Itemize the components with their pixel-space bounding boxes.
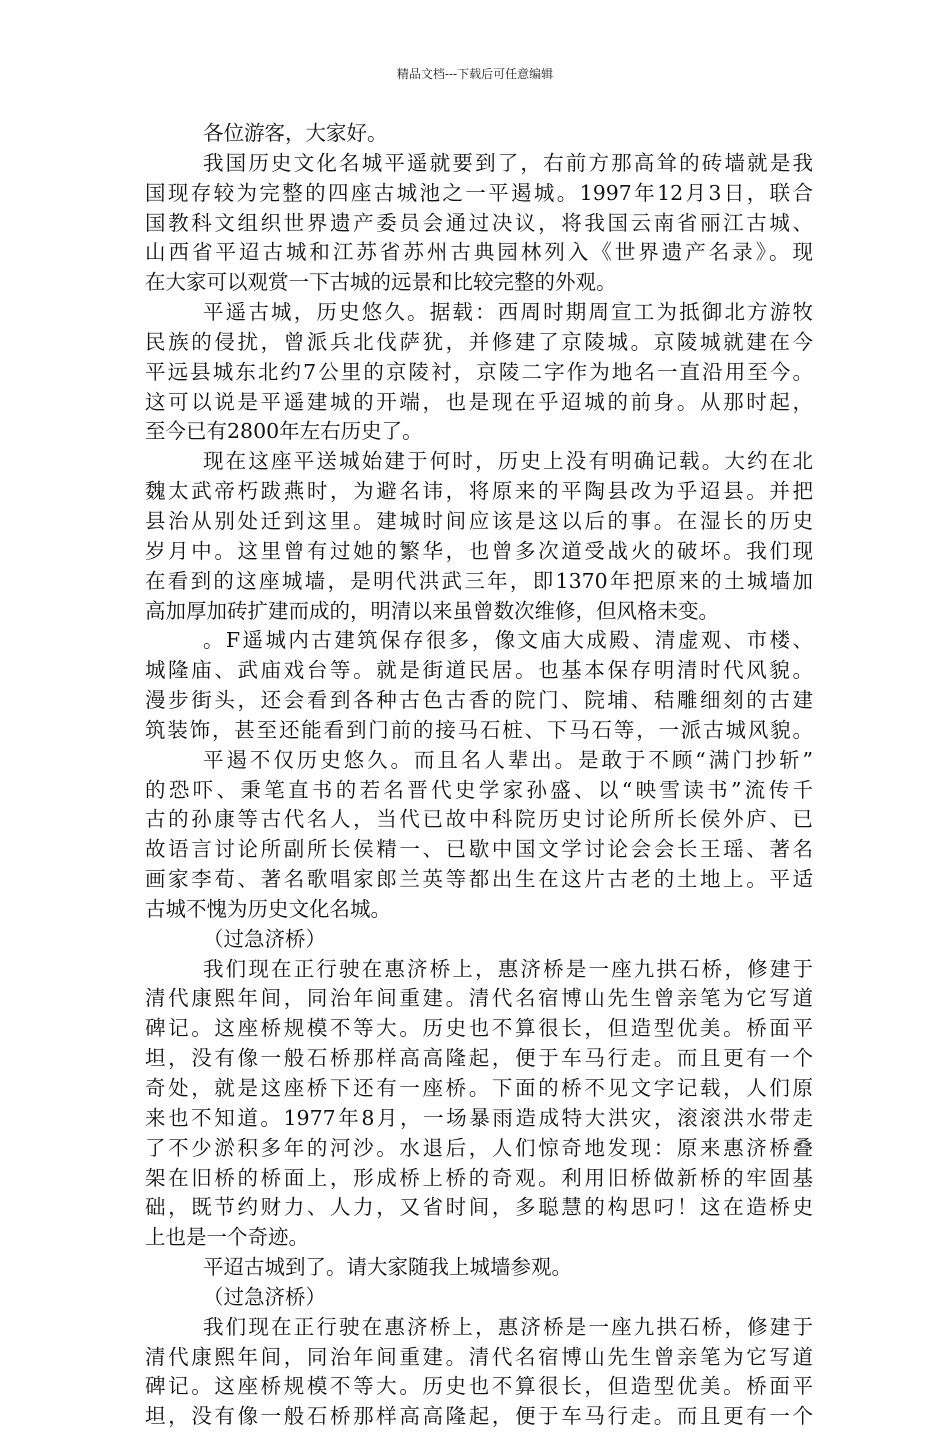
text-line: 平遏不仅历史悠久。而且名人辈出。是敢于不顾“满门抄斩” xyxy=(203,747,813,772)
text-line: 国现存较为完整的四座古城池之一平遏城。1997年12月3日，联合 xyxy=(145,180,813,205)
text-line: 漫步街头，还会看到各种古色古香的院门、院埔、秸雕细刻的古建 xyxy=(145,688,813,713)
text-line: 平遥古城，历史悠久。据载：西周时期周宣工为抵御北方游牧 xyxy=(203,300,813,325)
text-line: 现在这座平送城始建于何时，历史上没有明确记载。大约在北 xyxy=(203,449,813,474)
text-line: 奇处，就是这座桥下还有一座桥。下面的桥不见文字记载，人们原 xyxy=(145,1076,813,1100)
text-line: 山西省平迢古城和江苏省苏州古典园林列入《世界遗产名录》。现 xyxy=(145,240,813,265)
text-line: 坦，没有像一般石桥那样高高隆起，便于车马行走。而且更有一个 xyxy=(145,1404,813,1429)
text-line: 来也不知道。1977年8月，一场暴雨造成特大洪灾，滚滚洪水带走 xyxy=(145,1105,813,1130)
text-line: 筑装饰，甚至还能看到门前的接马石桩、下马石等，一派古城风貌。 xyxy=(145,717,813,742)
text-line: 高加厚加砖扩建而成的，明清以来虽曾数次维修，但风格未变。 xyxy=(145,598,719,623)
text-line: 魏太武帝朽跋燕时，为避名讳，将原来的平陶县改为乎迢县。并把 xyxy=(145,479,813,504)
text-line: 我们现在正行驶在惠济桥上，惠济桥是一座九拱石桥，修建于 xyxy=(203,956,813,981)
text-line: 民族的侵扰，曾派兵北伐萨犹，并修建了京陵城。京陵城就建在今 xyxy=(145,329,813,354)
text-line: 我们现在正行驶在惠济桥上，惠济桥是一座九拱石桥，修建于 xyxy=(203,1314,813,1339)
text-line: 古城不愧为历史文化名城。 xyxy=(145,896,391,921)
text-line: 了不少淤积多年的河沙。水退后，人们惊奇地发现：原来惠济桥叠 xyxy=(145,1135,813,1160)
text-line: 坦，没有像一般石桥那样高高隆起，便于车马行走。而且更有一个 xyxy=(145,1046,813,1071)
text-line: 画家李荀、著名歌唱家郎兰英等都出生在这片古老的土地上。平适 xyxy=(145,867,813,892)
text-line: 在大家可以观赏一下古城的远景和比较完整的外观。 xyxy=(145,270,617,295)
document-body xyxy=(145,119,813,1432)
text-line: 这可以说是平遥建城的开端，也是现在乎迢城的前身。从那时起， xyxy=(145,389,813,414)
text-line: 平迢古城到了。请大家随我上城墙参观。 xyxy=(203,1255,572,1280)
text-line: 上也是一个奇迹。 xyxy=(145,1225,309,1250)
text-line: （过急济桥） xyxy=(203,926,326,951)
text-line: 故语言讨论所副所长侯精一、已歇中国文学讨论会会长王瑶、著名 xyxy=(145,837,813,862)
text-line: 平远县城东北约7公里的京陵衬，京陵二字作为地名一直沿用至今。 xyxy=(145,359,813,384)
text-line: （过急济桥） xyxy=(203,1284,326,1309)
text-line: 县治从别处迁到这里。建城时间应该是这以后的事。在湿长的历史 xyxy=(145,508,813,533)
text-line: 古的孙康等古代名人，当代已故中科院历史讨论所所长侯外庐、已 xyxy=(145,807,813,832)
text-line: 。F遥城内古建筑保存很多，像文庙大成殿、清虚观、市楼、 xyxy=(203,628,813,653)
text-line: 的恐吓、秉笔直书的若名晋代史学家孙盛、以“映雪读书”流传千 xyxy=(145,777,813,802)
page-header: 精品文档---下载后可任意编辑 xyxy=(396,67,554,81)
text-line: 碑记。这座桥规模不等大。历史也不算很长，但造型优美。桥面平 xyxy=(145,1374,813,1399)
text-line: 碑记。这座桥规模不等大。历史也不算很长，但造型优美。桥面平 xyxy=(145,1016,813,1041)
text-line: 各位游客，大家好。 xyxy=(203,121,388,145)
text-line: 架在旧桥的桥面上，形成桥上桥的奇观。利用旧桥做新桥的牢固基 xyxy=(145,1165,813,1190)
text-line: 清代康熙年间，同治年间重建。清代名宿博山先生曾亲笔为它写道 xyxy=(145,986,813,1011)
text-line: 在看到的这座城墙，是明代洪武三年，即1370年把原来的土城墙加 xyxy=(145,568,813,593)
text-line: 国教科文组织世界遗产委员会通过决议，将我国云南省丽江古城、 xyxy=(145,210,813,235)
text-line: 我国历史文化名城平遥就要到了，右前方那高耸的砖墙就是我 xyxy=(203,150,813,175)
text-line: 城隆庙、武庙戏台等。就是街道民居。也基本保存明清时代风貌。 xyxy=(145,658,813,683)
text-line: 础，既节约财力、人力，又省时间，多聪慧的构思叼！这在造桥史 xyxy=(145,1195,813,1220)
text-line: 岁月中。这里曾有过她的繁华，也曾多次道受战火的破坏。我们现 xyxy=(145,538,813,563)
text-line: 至今已有2800年左右历史了。 xyxy=(145,419,423,444)
text-line: 清代康熙年间，同治年间重建。清代名宿博山先生曾亲笔为它写道 xyxy=(145,1344,813,1369)
